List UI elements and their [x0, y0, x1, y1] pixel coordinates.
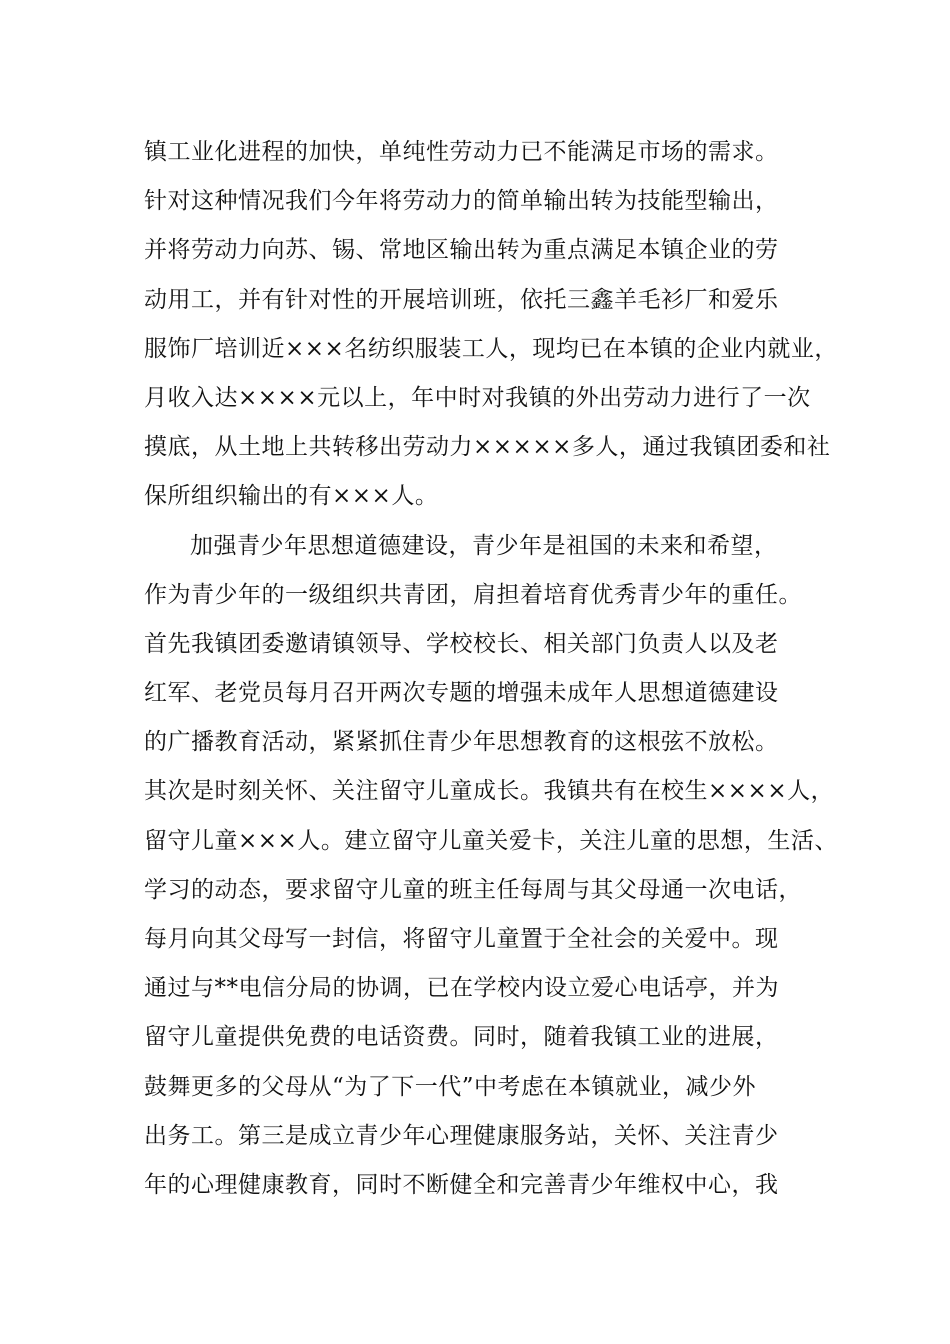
- text-line: 鼓舞更多的父母从“为了下一代”中考虑在本镇就业，减少外: [144, 1073, 757, 1100]
- text-line: 动用工，并有针对性的开展培训班，依托三鑫羊毛衫厂和爱乐: [144, 286, 779, 313]
- text-line: 留守儿童提供免费的电话资费。同时，随着我镇工业的进展，: [144, 1024, 779, 1051]
- text-line: 出务工。第三是成立青少年心理健康服务站，关怀、关注青少: [144, 1122, 779, 1149]
- text-line: 每月向其父母写一封信，将留守儿童置于全社会的关爱中。现: [144, 926, 779, 952]
- text-line: 月收入达××××元以上，年中时对我镇的外出劳动力进行了一次: [144, 384, 811, 411]
- text-line: 其次是时刻关怀、关注留守儿童成长。我镇共有在校生××××人，: [144, 778, 835, 805]
- text-line: 学习的动态，要求留守儿童的班主任每周与其父母通一次电话，: [144, 876, 802, 903]
- text-line: 首先我镇团委邀请镇领导、学校校长、相关部门负责人以及老: [144, 630, 779, 657]
- body-text: [144, 128, 838, 1210]
- text-line: 红军、老党员每月召开两次专题的增强未成年人思想道德建设: [144, 680, 779, 707]
- text-line: 摸底，从土地上共转移出劳动力×××××多人，通过我镇团委和社: [144, 434, 831, 461]
- text-line: 并将劳动力向苏、锡、常地区输出转为重点满足本镇企业的劳: [144, 237, 779, 264]
- text-line: 通过与**电信分局的协调，已在学校内设立爱心电话亭，并为: [144, 975, 779, 1002]
- text-line: 针对这种情况我们今年将劳动力的简单输出转为技能型输出，: [144, 188, 779, 215]
- text-line: 保所组织输出的有×××人。: [144, 483, 439, 510]
- paragraph-first-line: 加强青少年思想道德建设，青少年是祖国的未来和希望，: [190, 532, 778, 559]
- text-line: 镇工业化进程的加快，单纯性劳动力已不能满足市场的需求。: [144, 139, 779, 165]
- text-line: 作为青少年的一级组织共青团，肩担着培育优秀青少年的重任。: [144, 581, 802, 608]
- text-line: 年的心理健康教育，同时不断健全和完善青少年维权中心，我: [144, 1171, 779, 1198]
- text-line: 的广播教育活动，紧紧抓住青少年思想教育的这根弦不放松。: [144, 729, 779, 756]
- text-line: 留守儿童×××人。建立留守儿童关爱卡，关注儿童的思想，生活、: [144, 827, 838, 854]
- text-line: 服饰厂培训近×××名纺织服装工人，现均已在本镇的企业内就业，: [144, 335, 838, 362]
